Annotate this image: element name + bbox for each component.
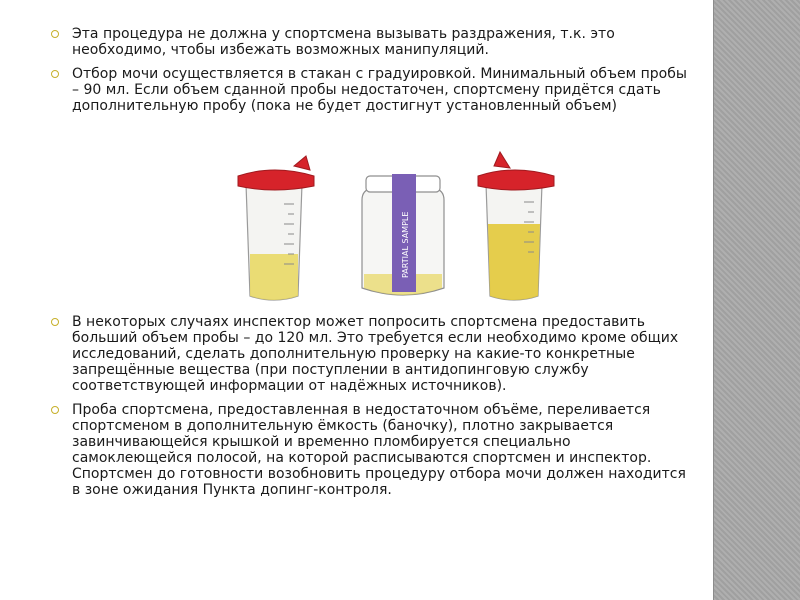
bullet-item: [48, 402, 688, 498]
sample-containers-photo: [228, 146, 568, 310]
jar-label-text: PARTIAL SAMPLE: [401, 211, 410, 278]
bullet-list-bottom: [48, 314, 688, 506]
bullet-icon: [48, 403, 62, 417]
bullet-icon: [48, 27, 62, 41]
bullet-text: Проба спортсмена, предоставленная в недостаточном объёме, переливается спортсменом в дополнительную ёмкость (баночку), плотно закрывается завинчивающейся крышкой и временно пломбируется специально самоклеющейся полосой, на которой расписываются спортсмен и инспектор. Спортсмен до готовности возобновить процедуру отбора мочи должен находится в зоне ожидания Пункта допинг-контроля.: [72, 402, 686, 498]
bullet-text: Отбор мочи осуществляется в стакан с градуировкой. Минимальный объем пробы – 90 мл. Если объем сданной пробы недостаточен, спортсмену придётся сдать дополнительную пробу (пока не будет достигнут установленный объем): [72, 66, 687, 114]
bullet-text: В некоторых случаях инспектор может попросить спортсмена предоставить больший объем пробы – до 120 мл. Это требуется если необходимо кроме общих исследований, сделать дополнительную проверку на какие-то конкретные запрещённые вещества (при поступлении в антидопинговую службу соответствующей информации от надёжных источников).: [72, 314, 679, 394]
collection-cup-left: [238, 156, 314, 300]
bullet-icon: [48, 315, 62, 329]
bullet-text: Эта процедура не должна у спортсмена вызывать раздражения, т.к. это необходимо, чтобы избежать возможных манипуляций.: [72, 26, 615, 58]
top-text-region: [0, 0, 714, 140]
bullet-list-top: [48, 26, 688, 122]
bullet-item: [48, 66, 688, 114]
collection-cup-right: [478, 152, 554, 300]
partial-sample-jar: [362, 174, 444, 295]
bullet-icon: [48, 67, 62, 81]
bullet-item: [48, 314, 688, 394]
bullet-item: [48, 26, 688, 58]
decorative-side-band: [713, 0, 800, 600]
